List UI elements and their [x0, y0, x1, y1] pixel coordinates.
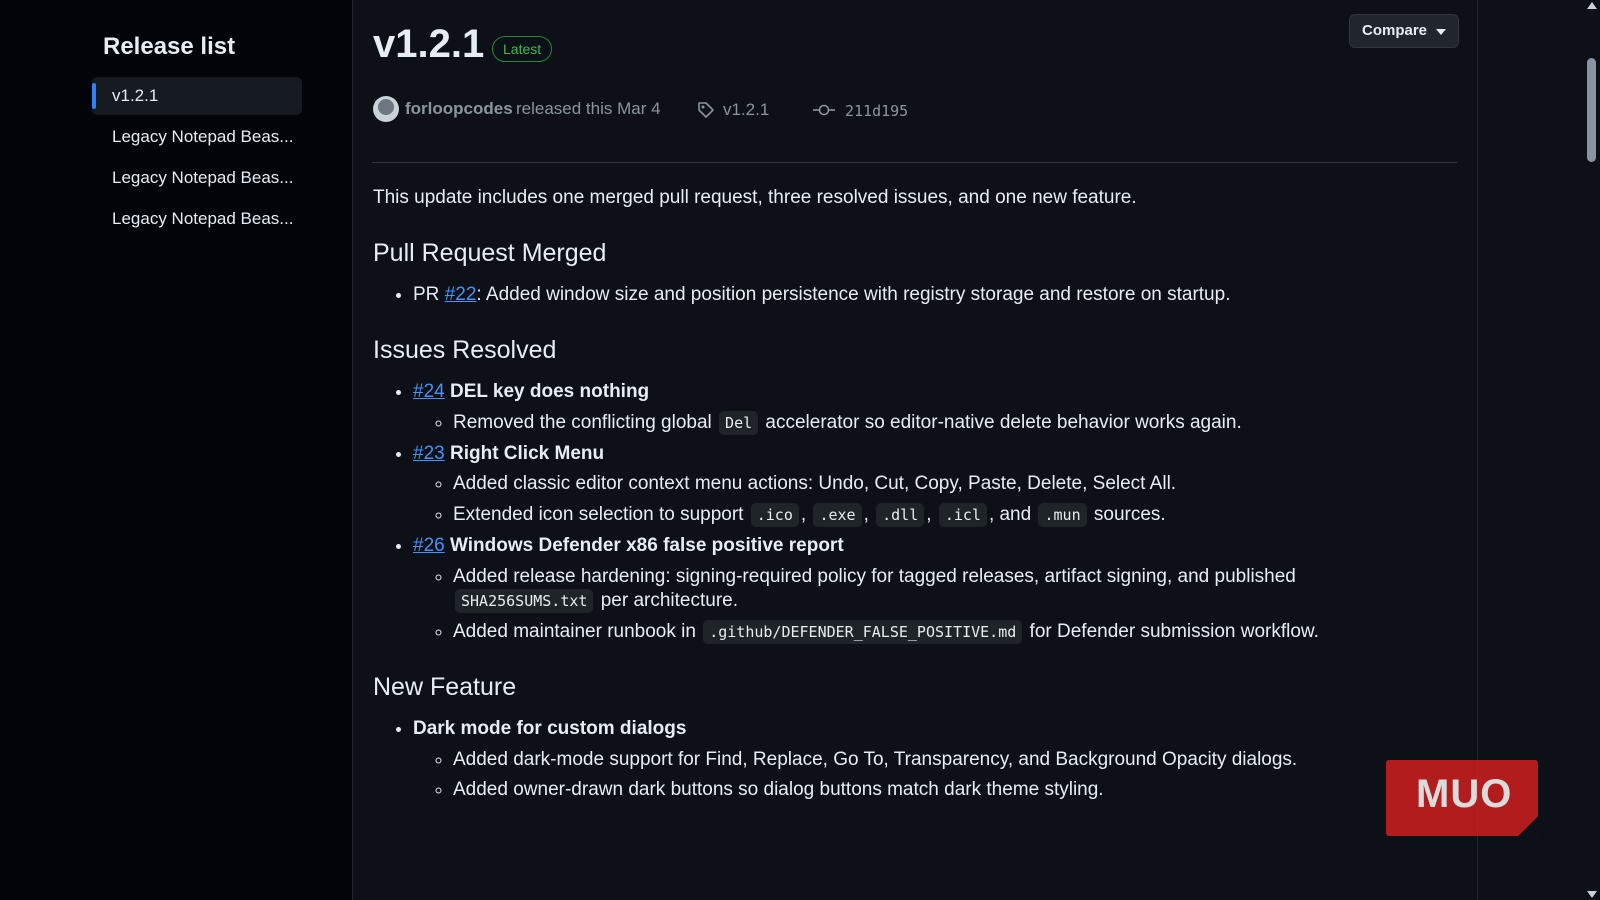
pr-heading: Pull Request Merged: [373, 238, 607, 267]
release-list-item[interactable]: Legacy Notepad Beas...: [112, 168, 294, 187]
released-date: released this Mar 4: [516, 99, 661, 118]
divider: [372, 162, 1457, 163]
triangle-down-icon: [1436, 29, 1446, 35]
pr-text: : Added window size and position persistence with registry storage and restore on startup.: [476, 284, 1231, 306]
release-list-item-active[interactable]: v1.2.1: [92, 77, 302, 115]
pr-list: [373, 283, 1453, 308]
text: Added maintainer runbook in: [453, 620, 696, 642]
commit-link[interactable]: 211d195: [845, 102, 909, 120]
release-list: [92, 77, 302, 241]
issue-title: Right Click Menu: [449, 442, 605, 464]
scrollbar[interactable]: [1583, 0, 1600, 900]
list-item: ◦ Added classic editor context menu actions: Undo, Cut, Copy, Paste, Delete, Select All.: [453, 472, 1453, 497]
git-commit-icon: [813, 102, 835, 122]
feature-heading: New Feature: [373, 672, 517, 701]
text: per architecture.: [600, 590, 739, 612]
scroll-down-icon[interactable]: [1587, 891, 1597, 898]
list-item: [413, 380, 1453, 435]
list-item: [453, 503, 1453, 528]
pr-prefix: PR: [413, 284, 445, 306]
list-item: ◦ Added owner-drawn dark buttons so dialog buttons match dark theme styling.: [453, 778, 1453, 803]
release-list-item[interactable]: Legacy Notepad Beas...: [112, 209, 294, 228]
inline-code: SHA256SUMS.txt: [455, 589, 593, 613]
sidebar-title: Release list: [103, 33, 236, 60]
author-link[interactable]: forloopcodes: [405, 99, 513, 118]
text: sources.: [1093, 504, 1166, 526]
compare-button[interactable]: [1349, 14, 1459, 48]
muo-watermark: [1386, 760, 1538, 836]
tag-icon: [696, 100, 716, 125]
release-main: [352, 0, 1477, 900]
inline-code: .dll: [876, 503, 924, 527]
issue-link[interactable]: #26: [413, 534, 445, 556]
feature-title: Dark mode for custom dialogs: [413, 718, 687, 740]
issue-link[interactable]: #23: [413, 442, 445, 464]
scrollbar-thumb[interactable]: [1587, 58, 1596, 162]
list-item: ◦ Added dark-mode support for Find, Replace, Go To, Transparency, and Background Opacity dialogs.: [453, 748, 1453, 773]
issue-title: Windows Defender x86 false positive report: [449, 534, 844, 556]
release-list-item[interactable]: Legacy Notepad Beas...: [112, 127, 294, 146]
text: ,: [800, 504, 807, 526]
latest-badge: Latest: [492, 36, 552, 62]
release-title[interactable]: v1.2.1: [373, 22, 485, 66]
text: Extended icon selection to support: [453, 504, 744, 526]
compare-label: Compare: [1362, 22, 1428, 39]
feature-list: [373, 717, 1453, 803]
issues-list: [373, 380, 1453, 644]
inline-code: Del: [719, 411, 758, 435]
inline-code: .icl: [939, 503, 987, 527]
inline-code: .mun: [1038, 503, 1086, 527]
text: ,: [863, 504, 869, 526]
text: Added release hardening: signing-required policy for tagged releases, artifact signing, and published: [453, 565, 1296, 587]
inline-code: .exe: [813, 503, 861, 527]
text: accelerator so editor-native delete behavior works again.: [765, 412, 1242, 434]
scroll-up-icon[interactable]: [1587, 2, 1597, 9]
list-item: [413, 442, 1453, 528]
list-item: [453, 411, 1453, 436]
release-sidebar: [0, 0, 353, 900]
text: for Defender submission workflow.: [1029, 620, 1319, 642]
issue-link[interactable]: #24: [413, 381, 445, 403]
list-item: [413, 717, 1453, 803]
list-item: [453, 620, 1453, 645]
inline-code: .github/DEFENDER_FALSE_POSITIVE.md: [703, 620, 1022, 644]
watermark-text: MUO: [1416, 772, 1513, 816]
list-item: [453, 565, 1453, 614]
issue-title: DEL key does nothing: [449, 381, 650, 403]
tag-link[interactable]: v1.2.1: [723, 100, 770, 119]
release-intro: This update includes one merged pull request, three resolved issues, and one new feature.: [373, 187, 1137, 208]
pr-link[interactable]: #22: [444, 284, 477, 306]
inline-code: .ico: [751, 503, 799, 527]
text: Removed the conflicting global: [453, 412, 712, 434]
list-item: [413, 534, 1453, 645]
avatar[interactable]: [373, 96, 399, 122]
list-item: [413, 283, 1453, 308]
text: ,: [926, 504, 932, 526]
issues-heading: Issues Resolved: [373, 335, 557, 364]
release-notes: [373, 180, 1453, 803]
text: , and: [988, 504, 1032, 526]
